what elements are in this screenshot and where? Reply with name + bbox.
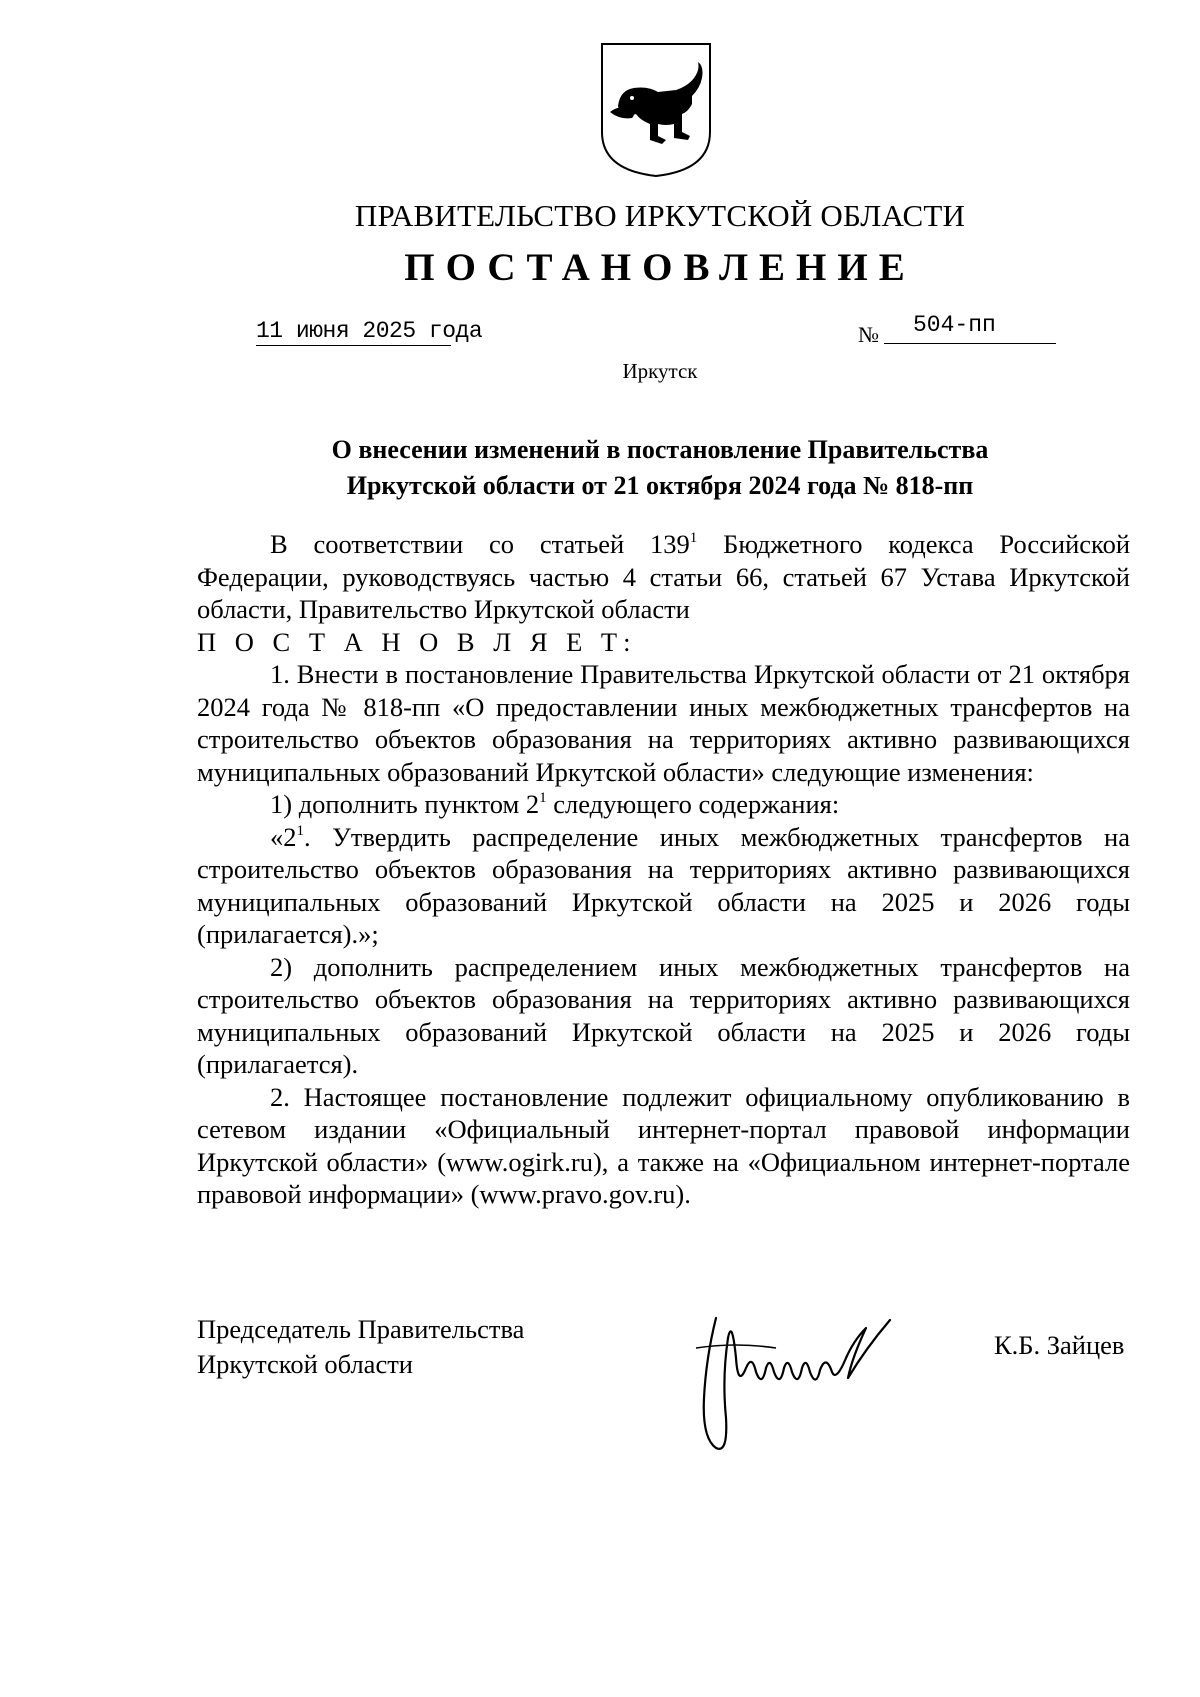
quoted-point-superscript: 1 (296, 822, 304, 839)
intro-paragraph (197, 528, 1130, 626)
subject-line-2: Иркутской области от 21 октября 2024 года № 818-пп (346, 471, 974, 500)
document-date: 11 июня 2025 года (256, 318, 483, 344)
document-subject (0, 432, 1200, 504)
subitem-2: 2) дополнить распределением иных межбюджетных трансфертов на строительство объектов образования на территориях активно развивающихся муниципальных образований Иркутской области на 2025 и 2026 годы (прилагается). (197, 951, 1130, 1079)
number-sign: № (858, 322, 879, 347)
subitem-1 (197, 788, 1130, 821)
coat-of-arms-emblem (596, 40, 716, 180)
government-title: ПРАВИТЕЛЬСТВО ИРКУТСКОЙ ОБЛАСТИ (354, 198, 966, 233)
signatory-title-line-1: Председатель Правительства (197, 1314, 525, 1344)
subitem-1-text-a: 1) дополнить пунктом 2 (270, 789, 540, 819)
document-type-heading: ПОСТАНОВЛЕНИЕ (404, 246, 916, 289)
intro-text-b: Бюджетного кодекса Российской Федерации, руководствуясь частью 4 статьи 66, статьей 67 Устава Иркутской области, Правительство Иркутской области (197, 529, 1131, 624)
item-2: 2. Настоящее постановление подлежит официальному опубликованию в сетевом издании «Официальный интернет-портал правовой информации Иркутской области» (www.ogirk.ru), а также на «Официальном интернет-портале правовой информации» (www.pravo.gov.ru). (197, 1081, 1130, 1209)
subitem-1-text-b: следующего содержания: (546, 789, 840, 819)
signatory-name: К.Б. Зайцев (994, 1330, 1125, 1360)
quoted-point-text-b: . Утвердить распределение иных межбюджетных трансфертов на строительство объектов образования на территориях активно развивающихся муниципальных образований Иркутской области на 2025 и 2026 годы (прилагается).»; (197, 821, 1130, 949)
signatory-title-line-2: Иркутской области (197, 1349, 413, 1379)
document-number: 504-пп (913, 312, 996, 338)
city-name: Иркутск (622, 359, 698, 383)
item-1: 1. Внести в постановление Правительства Иркутской области от 21 октября 2024 года № 818-пп «О предоставлении иных межбюджетных трансфертов на строительство объектов образования на территориях активно развивающихся муниципальных образований Иркутской области» следующие изменения: (197, 659, 1130, 787)
signatory-title (197, 1312, 524, 1382)
subitem-1-superscript: 1 (539, 790, 547, 806)
quoted-point-text-a: «2 (270, 821, 297, 852)
date-underline (256, 345, 451, 346)
quoted-point (197, 821, 1130, 951)
document-body (197, 528, 1130, 1211)
number-underline (884, 343, 1056, 344)
intro-superscript: 1 (689, 530, 698, 546)
handwritten-signature (676, 1298, 926, 1458)
resolves-word: П О С Т А Н О В Л Я Е Т: (197, 626, 637, 657)
subject-line-1: О внесении изменений в постановление Правительства (331, 435, 989, 464)
intro-text-a: В соответствии со статьей 139 (270, 529, 690, 559)
